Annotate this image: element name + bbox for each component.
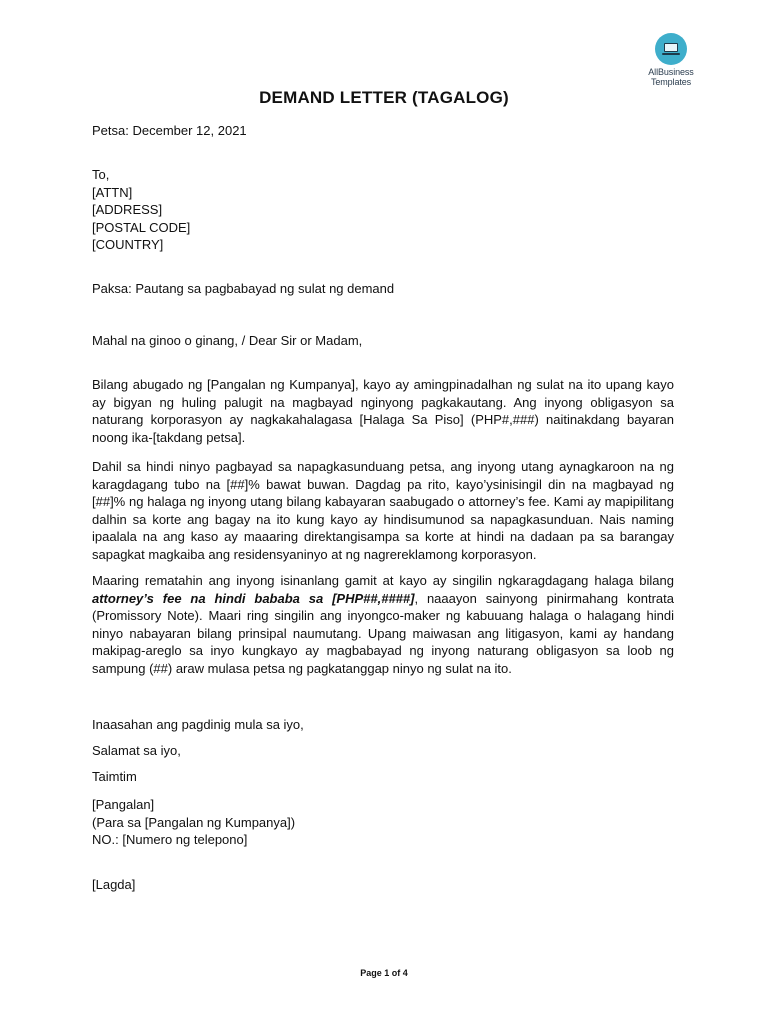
closing-text: Taimtim — [92, 769, 137, 784]
address-line: [POSTAL CODE] — [92, 219, 191, 235]
salutation — [92, 332, 674, 350]
logo-text-line1: AllBusiness — [648, 67, 694, 77]
paragraph-2: Dahil sa hindi ninyo pagbayad sa napagkasunduang petsa, ang inyong utang aynagkaroon na ng karagdagang tubo na [##]% bawat buwan. Dagdag pa rito, kayo’ysinisingil din na magbayad ng [##]% ng halaga ng inyong utang bilang kabayaran saabugado o attorney’s fee. Kami ay mapipilitang dalhin sa korte ang bagay na ito kung kayo ay hindisumunod sa napagkasunduan. Nais naming ipaalala na ang kaso ay maaaring direktangisampa sa korte at hindi na dadaan pa sa barangay sapagkat magkaiba ang residensyaninyo at ng nagrereklamong korporasyon. — [92, 459, 674, 562]
signature-line — [92, 876, 674, 894]
address-line: To, — [92, 167, 110, 182]
sender-phone: NO.: [Numero ng telepono] — [92, 832, 248, 847]
paragraph-3-part1: Maaring rematahin ang inyong isinanlang gamit at kayo ay singilin ngkaragdagang halaga bilang — [92, 573, 674, 588]
signature-text: [Lagda] — [92, 877, 136, 892]
date-line — [92, 122, 674, 140]
closing-line-3 — [92, 768, 674, 786]
sender-company: (Para sa [Pangalan ng Kumpanya]) — [92, 814, 296, 830]
allbusiness-templates-logo — [640, 33, 702, 87]
page-number: Page 1 of 4 — [360, 968, 408, 978]
address-line: [ADDRESS] — [92, 202, 163, 217]
closing-text: Inaasahan ang pagdinig mula sa iyo, — [92, 717, 304, 732]
date-text: Petsa: December 12, 2021 — [92, 123, 247, 138]
laptop-icon — [655, 33, 687, 65]
paragraph-1: Bilang abugado ng [Pangalan ng Kumpanya], kayo ay amingpinadalhan ng sulat na ito upang kayo ay bigyan ng huling palugit na magbayad nginyong pagkakautang. Ang inyong obligasyon sa naturang korporasyon ay nagkakahalagasa [Halaga Sa Piso] (PHP#,###) naitinakdang bayaran noong ika-[takdang petsa]. — [92, 377, 674, 445]
attorney-fee-emphasis: attorney’s fee na hindi bababa sa [PHP##,####] — [92, 590, 415, 606]
logo-text-line2: Templates — [650, 77, 692, 87]
sender-block — [92, 796, 674, 849]
closing-text: Salamat sa iyo, — [92, 743, 181, 758]
subject-line — [92, 280, 674, 298]
paragraph-3 — [92, 572, 674, 677]
recipient-address — [92, 166, 674, 254]
subject-text: Paksa: Pautang sa pagbabayad ng sulat ng demand — [92, 281, 395, 296]
paragraph-3-part2: , naaayon sainyong pinirmahang kontrata (Promissory Note). Maari ring singilin ang inyongco-maker ng kabuuang halaga o halagang hindi ninyo nabayaran bilang prinsipal naumutang. Upang maiwasan ang litigasyon, kami ay handang makipag-areglo sa inyo kungkayo ay magbabayad ng inyong naturang obligasyon sa loob ng sampung (##) araw mulasa petsa ng pagkatanggap ninyo ng sulat na ito. — [92, 590, 674, 676]
closing-line-2 — [92, 742, 674, 760]
closing-line-1 — [92, 716, 674, 734]
salutation-text: Mahal na ginoo o ginang, / Dear Sir or Madam, — [92, 333, 363, 348]
address-line: [COUNTRY] — [92, 237, 164, 252]
document-title: DEMAND LETTER (TAGALOG) — [259, 88, 509, 107]
sender-name: [Pangalan] — [92, 797, 155, 812]
address-line: [ATTN] — [92, 184, 133, 200]
